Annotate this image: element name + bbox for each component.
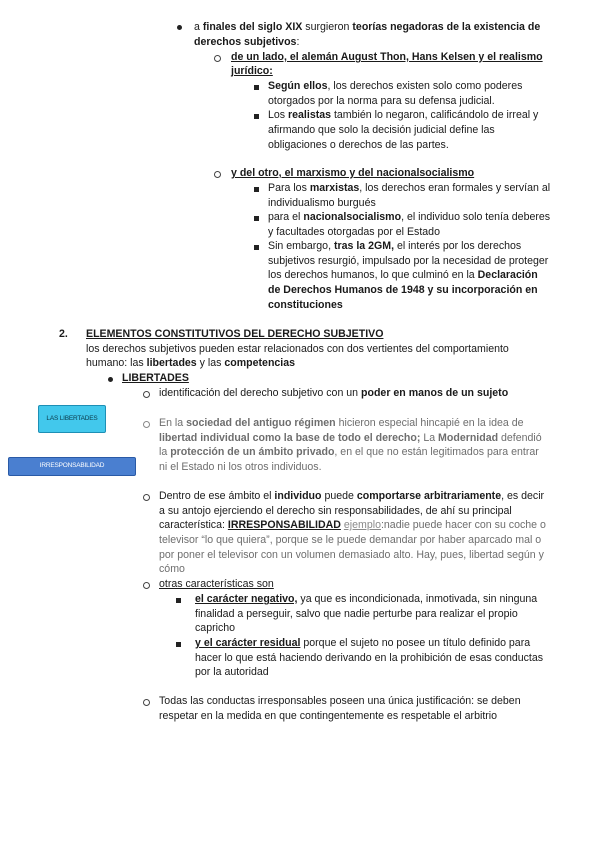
list-item-line: por poner el televisor con un volumen demasiado alto. Hay, pues, libertad según y bbox=[159, 549, 544, 561]
text: , los derechos eran formales y servían al bbox=[359, 182, 551, 194]
box-label: IRRESPONSABILIDAD bbox=[39, 462, 105, 470]
text: Dentro de ese ámbito el bbox=[159, 490, 275, 502]
text: , el individuo solo tenía deberes bbox=[401, 211, 551, 223]
subheading: de un lado, el alemán August Thon, Hans Kelsen y el realismo bbox=[231, 51, 543, 63]
list-item-line bbox=[268, 268, 538, 282]
list-item bbox=[159, 416, 524, 430]
list-item-line: finalidad a perseguir, salvo que nadie perturbe para realizar el propio bbox=[195, 608, 518, 620]
text: porque el sujeto no posee un título definido para bbox=[300, 637, 531, 649]
text: libertades bbox=[146, 357, 197, 369]
text: La bbox=[420, 432, 439, 444]
text: En la bbox=[159, 417, 187, 429]
subheading: LIBERTADES bbox=[122, 372, 189, 384]
text: Sin embargo, bbox=[268, 240, 334, 252]
text: libertad individual como la base de todo el derecho; bbox=[159, 432, 421, 444]
text: derechos subjetivos bbox=[194, 36, 297, 48]
text: Declaración bbox=[477, 269, 538, 281]
list-item-line: de Derechos Humanos de 1948 y su incorporación en bbox=[268, 284, 538, 296]
bullet-circle-icon bbox=[143, 421, 150, 428]
list-item: Todas las conductas irresponsables poseen una única justificación: se deben bbox=[159, 695, 521, 707]
text: individuo bbox=[274, 490, 322, 502]
paragraph-line bbox=[194, 35, 299, 49]
ejemplo-link[interactable]: ejemplo bbox=[343, 519, 381, 531]
text: Los bbox=[268, 109, 289, 121]
text: surgieron bbox=[302, 21, 353, 33]
list-item-line: a su antojo ejerciendo el derecho sin responsabilidades, de ahí su principal bbox=[159, 505, 512, 517]
bullet-square-icon bbox=[176, 598, 181, 603]
subheading: y del otro, el marxismo y del nacionalsocialismo bbox=[231, 167, 475, 179]
text: : bbox=[296, 36, 300, 48]
paragraph-line: los derechos subjetivos pueden estar relacionados con dos vertientes del comportamiento bbox=[86, 343, 509, 355]
text: protección de un ámbito privado bbox=[170, 446, 335, 458]
text: realistas bbox=[288, 109, 332, 121]
text: Modernidad bbox=[438, 432, 499, 444]
text: sociedad del antiguo régimen bbox=[186, 417, 336, 429]
text: a bbox=[194, 21, 203, 33]
list-item-line bbox=[159, 431, 542, 445]
list-item-line: ni el Estado ni los otros individuos. bbox=[159, 461, 322, 473]
text: comportarse arbitrariamente bbox=[356, 490, 502, 502]
list-item bbox=[159, 489, 544, 503]
list-item bbox=[268, 108, 538, 122]
list-item-line: televisor “lo que quiera”, porque se le puede demandar por haber aparcado mal o bbox=[159, 534, 542, 546]
list-item-line: respetar en la medida en que contingentemente es respetable el arbitrio bbox=[159, 710, 498, 722]
text: ya que es incondicionada, inmotivada, sin ninguna bbox=[297, 593, 538, 605]
text: la bbox=[159, 446, 171, 458]
list-item-line bbox=[159, 445, 539, 459]
text: IRRESPONSABILIDAD bbox=[227, 519, 341, 531]
bullet-square-icon bbox=[254, 245, 259, 250]
text: teorías negadoras de la existencia de bbox=[352, 21, 541, 33]
bullet-circle-icon bbox=[143, 699, 150, 706]
list-item bbox=[195, 592, 537, 606]
list-item-line: constituciones bbox=[268, 299, 343, 311]
bullet-icon bbox=[177, 25, 182, 30]
list-item-line: capricho bbox=[195, 622, 236, 634]
bullet-circle-icon bbox=[214, 171, 221, 178]
bullet-square-icon bbox=[254, 187, 259, 192]
paragraph-line bbox=[194, 20, 540, 34]
list-item-line: afirmando que solo la decisión judicial define las bbox=[268, 124, 495, 136]
box-label: LAS LIBERTADES bbox=[46, 414, 98, 422]
list-item-line: y facultades otorgadas por el Estado bbox=[268, 226, 440, 238]
list-item bbox=[268, 181, 550, 195]
text: , es decir bbox=[501, 490, 545, 502]
list-item: otras características son bbox=[159, 578, 274, 590]
section-number: 2. bbox=[59, 328, 68, 340]
list-item-line: individualismo burgués bbox=[268, 197, 376, 209]
subheading: jurídico: bbox=[231, 65, 273, 77]
text: Según ellos bbox=[268, 80, 328, 92]
list-item bbox=[159, 386, 508, 400]
libertades-label-box bbox=[38, 405, 106, 433]
bullet-circle-icon bbox=[143, 391, 150, 398]
text: competencias bbox=[224, 357, 296, 369]
text: , en el que no están legitimados para entrar bbox=[334, 446, 539, 458]
list-item-line: hacer lo que está haciendo derivando en la prohibición de esas conductas bbox=[195, 652, 544, 664]
text: humano: las bbox=[86, 357, 147, 369]
text: marxistas bbox=[309, 182, 360, 194]
bullet-circle-icon bbox=[143, 494, 150, 501]
text: poder en manos de un sujeto bbox=[361, 387, 509, 399]
list-item-line: por la autoridad bbox=[195, 666, 269, 678]
text: , los derechos existen solo como poderes bbox=[327, 80, 523, 92]
text: y las bbox=[196, 357, 225, 369]
text: identificación del derecho subjetivo con un bbox=[159, 387, 362, 399]
text: puede bbox=[321, 490, 357, 502]
list-item-line: subjetivos resurgió, impulsado por la necesidad de proteger bbox=[268, 255, 549, 267]
list-item bbox=[268, 239, 521, 253]
list-item bbox=[195, 636, 530, 650]
text: Para los bbox=[268, 182, 310, 194]
text: también lo negaron, calificándolo de irreal y bbox=[331, 109, 539, 121]
list-item-line: cómo bbox=[159, 563, 185, 575]
list-item-line bbox=[159, 518, 546, 532]
text: característica: bbox=[159, 519, 228, 531]
text: el carácter negativo, bbox=[195, 593, 298, 605]
text: hicieron especial hincapié en la idea de bbox=[335, 417, 524, 429]
text: para el bbox=[268, 211, 304, 223]
list-item-line: otorgados por la norma para su defensa judicial. bbox=[268, 95, 495, 107]
list-item bbox=[268, 79, 522, 93]
list-item bbox=[268, 210, 550, 224]
text: los derechos humanos, lo que culminó en la bbox=[268, 269, 478, 281]
bullet-square-icon bbox=[254, 216, 259, 221]
bullet-icon bbox=[108, 377, 113, 382]
paragraph-line bbox=[86, 356, 295, 370]
bullet-circle-icon bbox=[214, 55, 221, 62]
bullet-square-icon bbox=[254, 114, 259, 119]
text: tras la 2GM, bbox=[333, 240, 395, 252]
section-title: ELEMENTOS CONSTITUTIVOS DEL DERECHO SUBJETIVO bbox=[86, 328, 384, 340]
list-item-line: obligaciones o derechos de las partes. bbox=[268, 139, 449, 151]
irresponsabilidad-label-box bbox=[8, 457, 136, 476]
text: el interés por los derechos bbox=[394, 240, 522, 252]
text: y el carácter residual bbox=[195, 637, 301, 649]
bullet-circle-icon bbox=[143, 582, 150, 589]
text: :nadie puede hacer con su coche o bbox=[380, 519, 546, 531]
text: finales del siglo XIX bbox=[202, 21, 303, 33]
bullet-square-icon bbox=[176, 642, 181, 647]
bullet-square-icon bbox=[254, 85, 259, 90]
text: defendió bbox=[498, 432, 542, 444]
text: nacionalsocialismo bbox=[303, 211, 402, 223]
